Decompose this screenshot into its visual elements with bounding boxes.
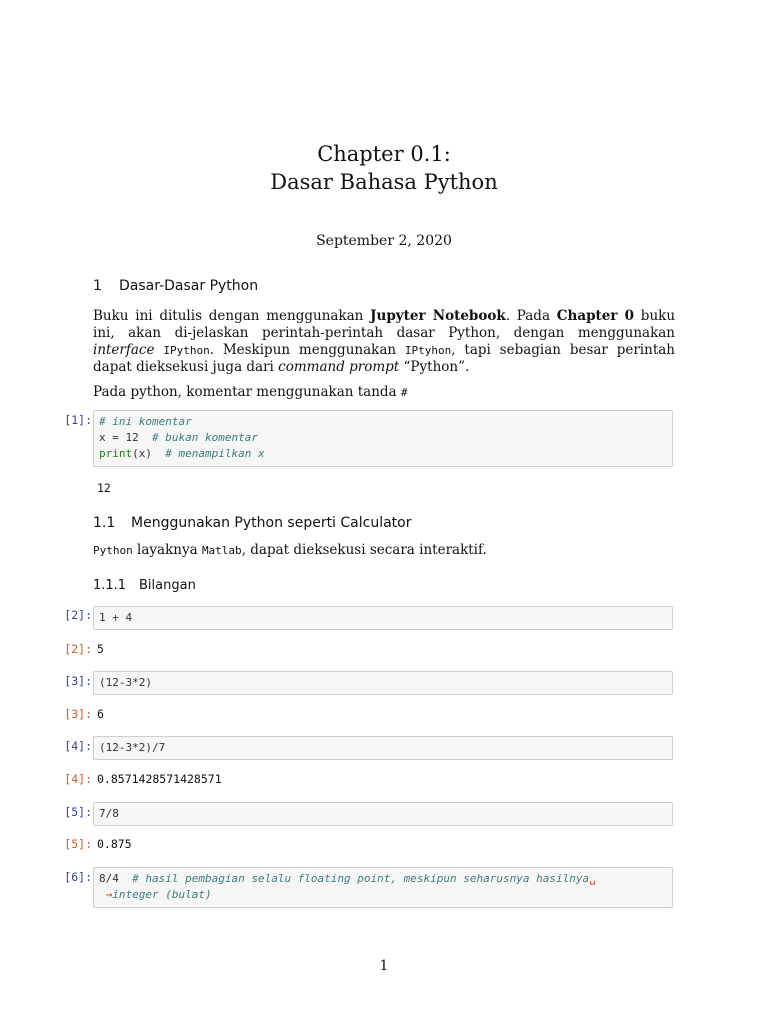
chapter-title: Chapter 0.1: [317,142,451,166]
page-number: 1 [379,958,389,974]
code-cell-1[interactable]: # ini komentar x = 12 # bukan komentar print(x) # menampilkan x [93,410,673,467]
cell-3-out-prompt: [3]: [64,707,92,721]
cell-5-out-prompt: [5]: [64,837,92,851]
section-1-heading [93,278,258,294]
chapter-subtitle: Dasar Bahasa Python [270,170,498,194]
cell-2-in-prompt: [2]: [64,608,92,622]
cell-1-in-prompt: [1]: [64,413,92,427]
cell-4-out-prompt: [4]: [64,772,92,786]
code-cell-6[interactable]: 8/4 # hasil pembagian selalu floating point, meskipun seharusnya hasilnya␣ →integer (bulat) [93,867,673,908]
code-cell-5[interactable]: 7/8 [93,802,673,826]
cell-1-output: 12 [97,481,111,495]
cell-5-output: 0.875 [97,837,132,851]
cell-5-in-prompt: [5]: [64,805,92,819]
section-1-1-1-heading: 1.1.1 Bilangan [93,578,196,593]
calculator-paragraph: Python layaknya Matlab, dapat dieksekusi secara interaktif. [93,542,487,558]
line-wrap-start-marker: → [105,888,113,901]
section-title: Dasar-Dasar Python [119,278,259,294]
cell-2-output: 5 [97,642,104,656]
cell-4-in-prompt: [4]: [64,739,92,753]
cell-2-out-prompt: [2]: [64,642,92,656]
code-cell-3[interactable]: (12-3*2) [93,671,673,695]
cell-3-in-prompt: [3]: [64,674,92,688]
line-wrap-end-marker: ␣ [589,872,596,885]
section-1-1-heading: 1.1 Menggunakan Python seperti Calculator [93,515,412,531]
code-cell-2[interactable]: 1 + 4 [93,606,673,630]
section-number: 1 [93,278,102,294]
title-block [0,140,768,196]
cell-6-in-prompt: [6]: [64,870,92,884]
intro-paragraph: Buku ini ditulis dengan menggunakan Jupyter Notebook. Pada Chapter 0 buku ini, akan di-jelaskan perintah-perintah dasar Python, dengan menggunakan interface IPython. Meskipun menggunakan IPtyhon, tapi sebagian besar perintah dapat dieksekusi juga dari command prompt “Python”. [93,308,676,375]
cell-4-output: 0.8571428571428571 [97,772,222,786]
document-date: September 2, 2020 [316,233,452,249]
code-cell-4[interactable]: (12-3*2)/7 [93,736,673,760]
comment-note-paragraph: Pada python, komentar menggunakan tanda # [93,384,408,400]
cell-3-output: 6 [97,707,104,721]
